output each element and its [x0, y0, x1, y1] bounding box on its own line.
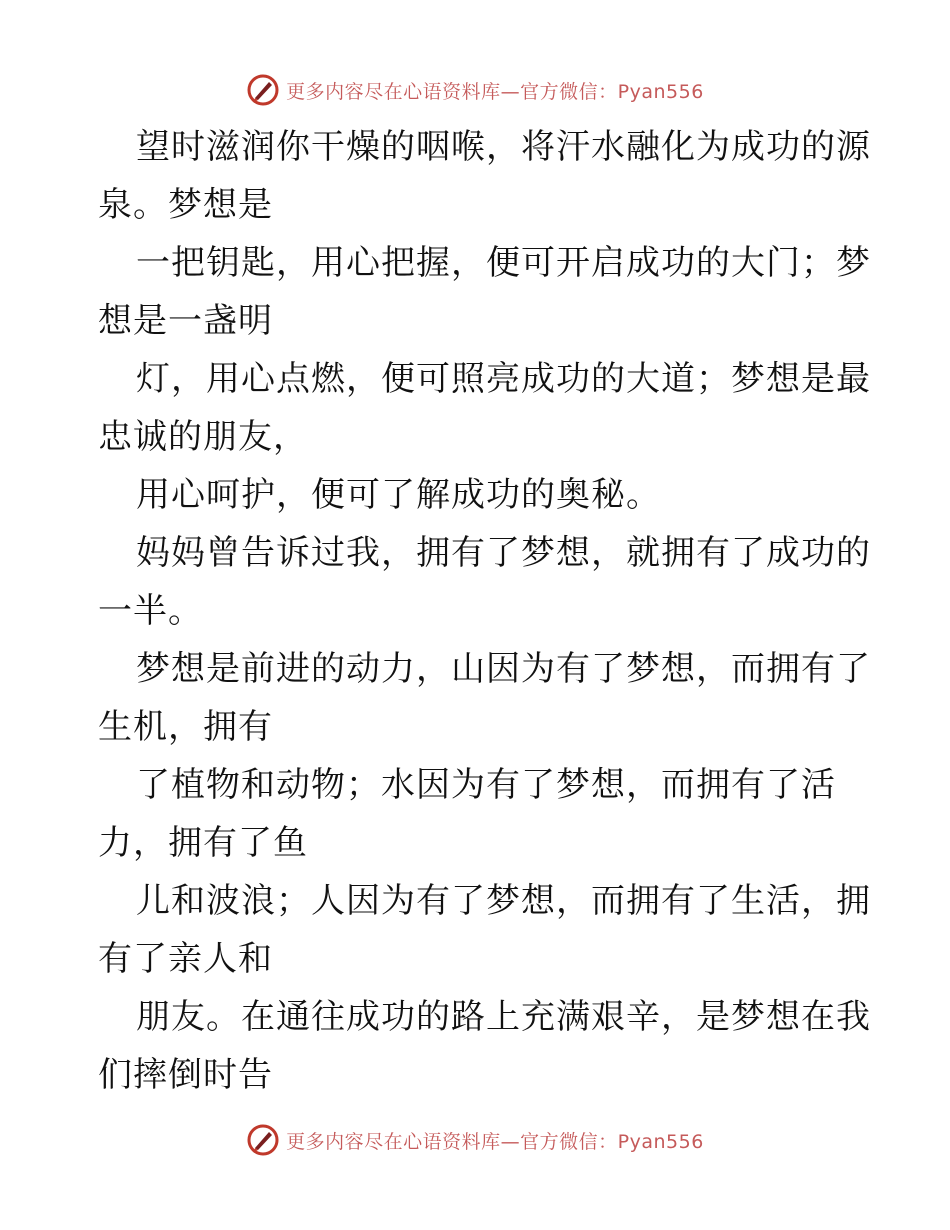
footer-watermark-text: 更多内容尽在心语资料库—官方微信：Pyan556	[286, 1130, 704, 1153]
text-line: 望时滋润你干燥的咽喉，将汗水融化为成功的源	[136, 127, 871, 167]
text-line: 朋友。在通往成功的路上充满艰辛，是梦想在我	[136, 997, 871, 1037]
text-line: 妈妈曾告诉过我，拥有了梦想，就拥有了成功的	[136, 533, 871, 573]
text-line: 儿和波浪；人因为有了梦想，而拥有了生活，拥	[136, 881, 871, 921]
text-line: 用心呵护，便可了解成功的奥秘。	[136, 475, 661, 515]
text-line: 有了亲人和	[98, 939, 273, 979]
text-line: 忠诚的朋友，	[98, 417, 308, 457]
text-line: 一半。	[98, 591, 203, 631]
pen-circle-logo-icon	[246, 1123, 280, 1157]
text-line: 一把钥匙，用心把握，便可开启成功的大门；梦	[136, 243, 871, 283]
pen-circle-logo-icon	[246, 73, 280, 107]
document-body	[98, 118, 871, 1104]
text-line: 力，拥有了鱼	[98, 823, 308, 863]
text-line: 泉。梦想是	[98, 185, 273, 225]
text-line: 生机，拥有	[98, 707, 273, 747]
header-watermark	[0, 70, 950, 110]
text-line: 们摔倒时告	[98, 1055, 273, 1095]
footer-watermark	[0, 1120, 950, 1160]
text-line: 灯，用心点燃，便可照亮成功的大道；梦想是最	[136, 359, 871, 399]
header-watermark-text: 更多内容尽在心语资料库—官方微信：Pyan556	[286, 80, 704, 103]
text-line: 了植物和动物；水因为有了梦想，而拥有了活	[136, 765, 836, 805]
text-line: 想是一盏明	[98, 301, 273, 341]
text-line: 梦想是前进的动力，山因为有了梦想，而拥有了	[136, 649, 871, 689]
